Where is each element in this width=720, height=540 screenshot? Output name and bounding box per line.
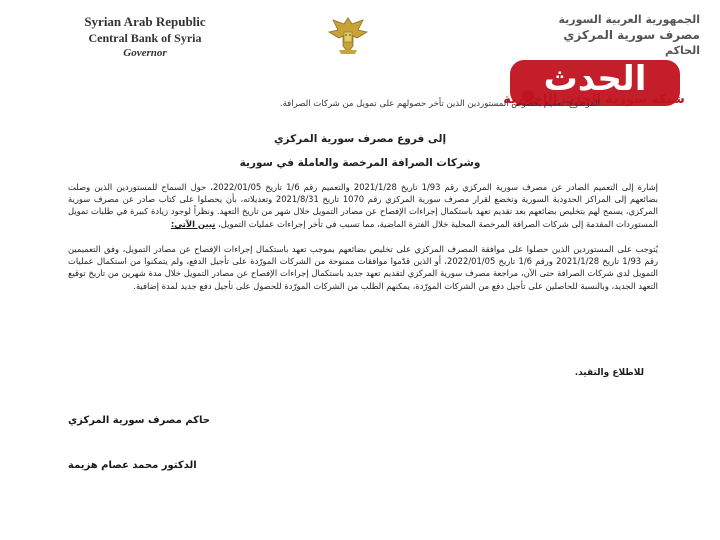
arabic-letterhead	[500, 12, 700, 58]
paragraph-1-emphasis: نبين الآتي:	[170, 218, 216, 229]
addressee-line-2: وشركات الصرافة المرخصة والعاملة في سورية	[239, 157, 481, 169]
document-subject: الموضوع: تعميم بخصوص المستوردين الذين تأخر حصولهم على تمويل من شركات الصرافة.	[279, 99, 600, 109]
paragraph-1-text: إشارة إلى التعميم الصادر عن مصرف سورية المركزي رقم 1/93 تاريخ 2021/1/28 والتعميم رقم 1/6 تاريخ 2022/01/05، حول السماح للمستوردين الذين وصلت بضائعهم إلى المراكز الحدودية السورية وتخضع لقرار مصرف سورية المركزي رقم 1070 تاريخ 2021/8/31 وتعديلاته، بأن يحصلوا على كتاب صادر عن مصرف سورية المركزي، يسمح لهم بتخليص بضائعهم بعد تقديم تعهد باستكمال إجراءات الإفصاح عن مصادر التمويل خلال شهر من تاريخ التعهد. ونظراً لوجود زيادة كبيرة في طلبات تمويل المستوردات المقدمة إلى شركات الصرافة المرخصة المحلية خلال الفترة الماضية، مما تسبب في تأخر إجراءات عمليات التمويل،	[68, 182, 658, 229]
signature-name: الدكتور محمد عصام هزيمة	[68, 460, 197, 471]
addressee-line-1: إلى فروع مصرف سورية المركزي	[273, 133, 447, 145]
closing-line: للاطلاع والتقيد.	[574, 368, 644, 378]
paragraph-2: يُتوجب على المستوردين الذين حصلوا على موافقة المصرف المركزي على تخليص بضائعهم بموجب تعهد باستكمال إجراءات الإفصاح عن مصادر التمويل، وفق التعميمين رقم 1/93 تاريخ 2021/1/28 ورقم 1/6 تاريخ 2022/01/05، أو الذين قدّموا موافقات ممنوحة من الشركات المورّدة على تأجيل الدفع، ولم يتمكنوا من استكمال عمليات التمويل لدى شركات الصرافة حتى الآن، مراجعة مصرف سورية المركزي لتقديم تعهد جديد باستكمال إجراءات الإفصاح عن مصادر التمويل خلال مدة شهرين من تاريخ توقيع التعهد الجديد، وبالنسبة للحاصلين على تأجيل دفع من الشركات المورّدة، يمكنهم الطلب من الشركات المورّدة للحصول على تأجيل دفع جديد لمدة إضافية.	[68, 244, 658, 291]
signature-title: حاكم مصرف سورية المركزي	[68, 415, 210, 426]
letterhead-country: Syrian Arab Republic	[84, 14, 206, 29]
paragraph-1	[68, 181, 658, 230]
letterhead-bank-ar: مصرف سورية المركزي	[563, 28, 700, 42]
letterhead-bank: Central Bank of Syria	[88, 31, 202, 45]
news-network-name: شبكة سورية الحدث الإخبارية	[503, 92, 685, 107]
english-letterhead	[60, 14, 230, 60]
letterhead-office: Governor	[123, 47, 167, 59]
logo-wordmark: الحدث	[543, 59, 647, 99]
letterhead-office-ar: الحاكم	[665, 44, 700, 57]
eagle-emblem-icon	[325, 12, 371, 58]
letterhead-country-ar: الجمهورية العربية السورية	[558, 13, 700, 26]
